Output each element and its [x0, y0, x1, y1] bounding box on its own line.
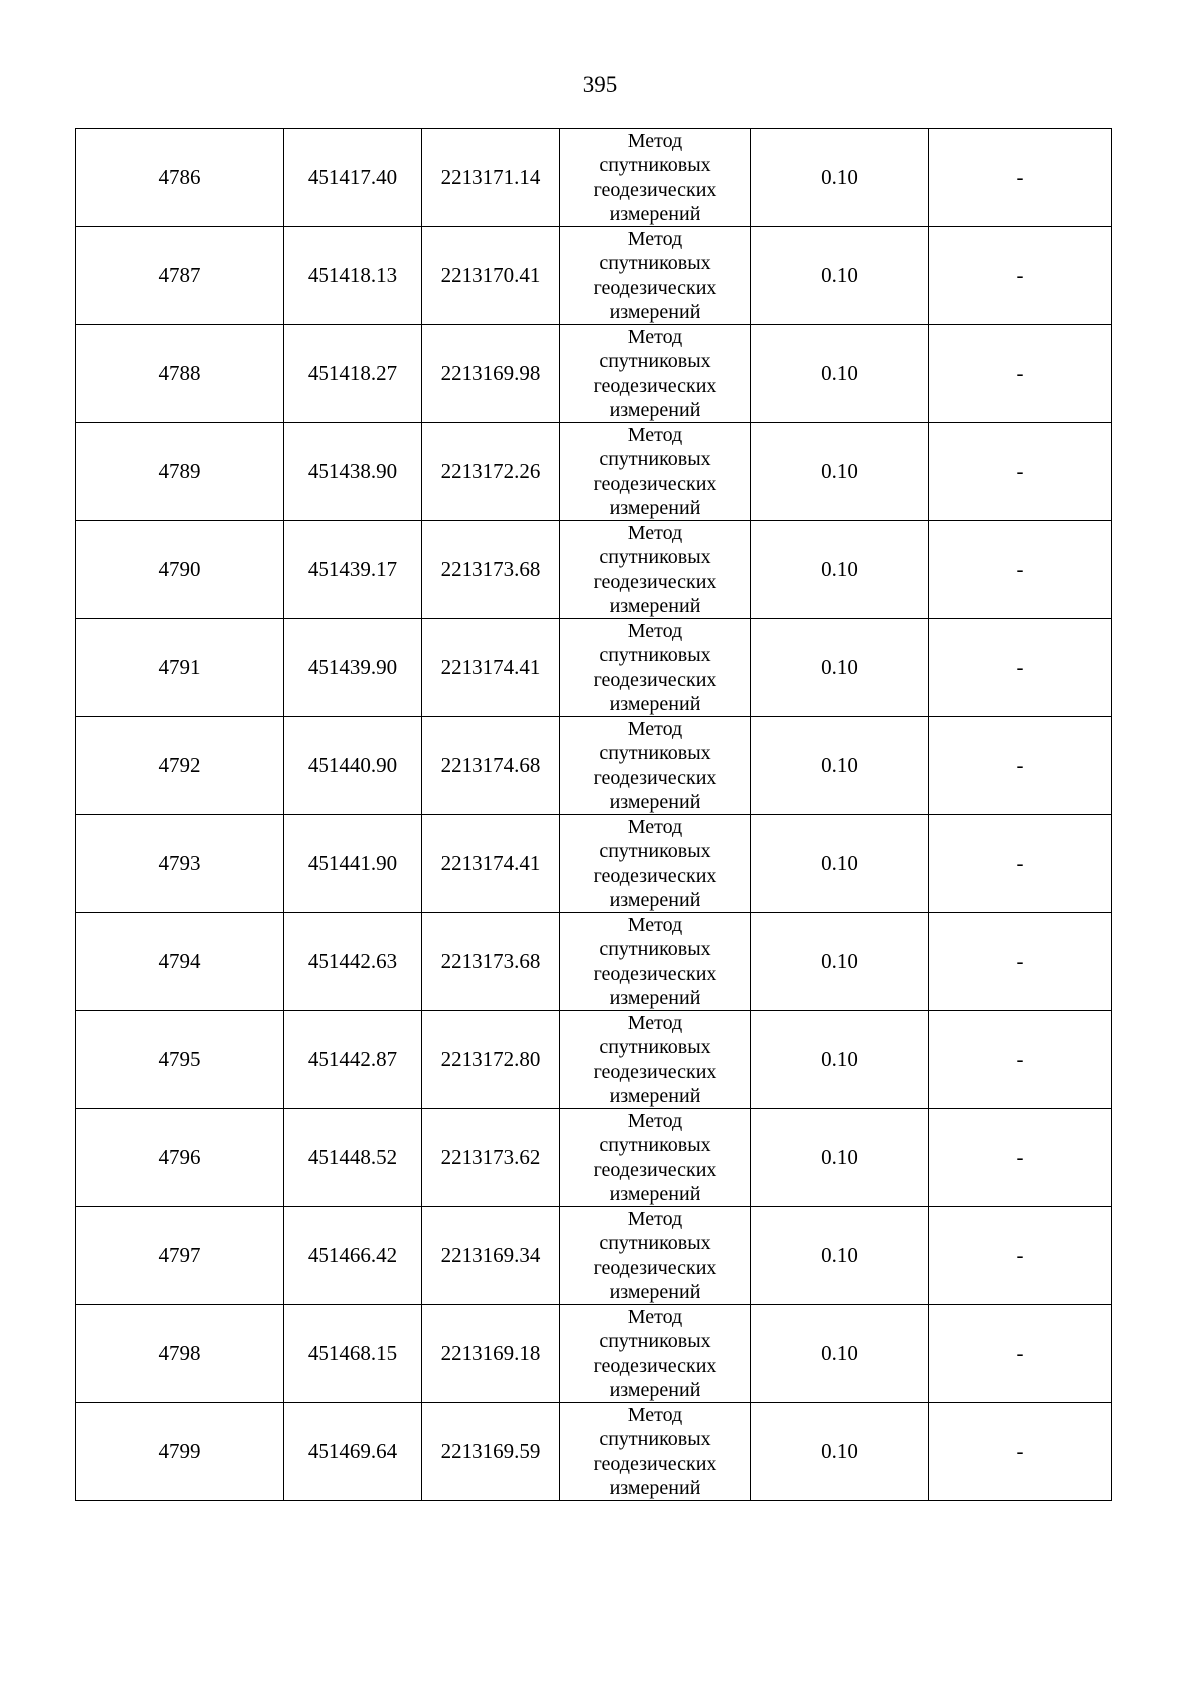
y-coordinate-cell: 2213173.68 — [422, 913, 560, 1011]
note-cell: - — [929, 129, 1112, 227]
method-cell — [560, 1305, 751, 1403]
table-row — [76, 1207, 1112, 1305]
x-coordinate-cell: 451469.64 — [284, 1403, 422, 1501]
method-line: геодезических — [593, 1256, 717, 1279]
note-cell: - — [929, 521, 1112, 619]
note-cell: - — [929, 227, 1112, 325]
table-row — [76, 1011, 1112, 1109]
coordinates-table-body — [76, 129, 1112, 1501]
method-line: Метод — [627, 914, 683, 937]
method-cell — [560, 129, 751, 227]
y-coordinate-cell: 2213172.80 — [422, 1011, 560, 1109]
table-row — [76, 325, 1112, 423]
method-line: спутниковых — [599, 742, 711, 765]
accuracy-cell: 0.10 — [751, 815, 929, 913]
accuracy-cell: 0.10 — [751, 423, 929, 521]
x-coordinate-cell: 451418.27 — [284, 325, 422, 423]
method-line: геодезических — [593, 1354, 717, 1377]
coordinates-table — [75, 128, 1112, 1501]
method-cell — [560, 1403, 751, 1501]
method-cell — [560, 325, 751, 423]
table-row — [76, 717, 1112, 815]
method-line: геодезических — [593, 1452, 717, 1475]
x-coordinate-cell: 451442.87 — [284, 1011, 422, 1109]
point-number-cell: 4787 — [76, 227, 284, 325]
method-line: измерений — [609, 398, 701, 421]
point-number-cell: 4795 — [76, 1011, 284, 1109]
method-line: спутниковых — [599, 448, 711, 471]
table-row — [76, 521, 1112, 619]
y-coordinate-cell: 2213169.59 — [422, 1403, 560, 1501]
note-cell: - — [929, 1207, 1112, 1305]
method-line: Метод — [627, 1012, 683, 1035]
method-line: геодезических — [593, 1060, 717, 1083]
method-line: геодезических — [593, 668, 717, 691]
method-line: спутниковых — [599, 1036, 711, 1059]
point-number-cell: 4788 — [76, 325, 284, 423]
note-cell: - — [929, 1305, 1112, 1403]
method-cell — [560, 423, 751, 521]
method-line: спутниковых — [599, 644, 711, 667]
x-coordinate-cell: 451441.90 — [284, 815, 422, 913]
accuracy-cell: 0.10 — [751, 913, 929, 1011]
method-line: спутниковых — [599, 1134, 711, 1157]
accuracy-cell: 0.10 — [751, 227, 929, 325]
method-line: Метод — [627, 326, 683, 349]
y-coordinate-cell: 2213169.98 — [422, 325, 560, 423]
x-coordinate-cell: 451440.90 — [284, 717, 422, 815]
method-line: геодезических — [593, 178, 717, 201]
method-line: измерений — [609, 594, 701, 617]
point-number-cell: 4796 — [76, 1109, 284, 1207]
table-row — [76, 913, 1112, 1011]
method-line: геодезических — [593, 570, 717, 593]
method-line: спутниковых — [599, 1330, 711, 1353]
y-coordinate-cell: 2213169.34 — [422, 1207, 560, 1305]
table-row — [76, 423, 1112, 521]
note-cell: - — [929, 423, 1112, 521]
method-line: Метод — [627, 424, 683, 447]
note-cell: - — [929, 913, 1112, 1011]
method-line: измерений — [609, 496, 701, 519]
table-row — [76, 1305, 1112, 1403]
method-line: геодезических — [593, 374, 717, 397]
method-line: спутниковых — [599, 154, 711, 177]
accuracy-cell: 0.10 — [751, 1011, 929, 1109]
method-cell — [560, 913, 751, 1011]
accuracy-cell: 0.10 — [751, 619, 929, 717]
y-coordinate-cell: 2213174.41 — [422, 815, 560, 913]
x-coordinate-cell: 451438.90 — [284, 423, 422, 521]
note-cell: - — [929, 1109, 1112, 1207]
method-line: Метод — [627, 522, 683, 545]
point-number-cell: 4786 — [76, 129, 284, 227]
x-coordinate-cell: 451439.17 — [284, 521, 422, 619]
method-line: спутниковых — [599, 840, 711, 863]
point-number-cell: 4793 — [76, 815, 284, 913]
x-coordinate-cell: 451439.90 — [284, 619, 422, 717]
note-cell: - — [929, 619, 1112, 717]
method-line: Метод — [627, 228, 683, 251]
accuracy-cell: 0.10 — [751, 129, 929, 227]
x-coordinate-cell: 451418.13 — [284, 227, 422, 325]
point-number-cell: 4799 — [76, 1403, 284, 1501]
y-coordinate-cell: 2213171.14 — [422, 129, 560, 227]
method-cell — [560, 619, 751, 717]
x-coordinate-cell: 451468.15 — [284, 1305, 422, 1403]
method-cell — [560, 1011, 751, 1109]
method-cell — [560, 815, 751, 913]
method-cell — [560, 227, 751, 325]
method-line: геодезических — [593, 472, 717, 495]
method-line: спутниковых — [599, 1428, 711, 1451]
point-number-cell: 4790 — [76, 521, 284, 619]
method-line: спутниковых — [599, 938, 711, 961]
table-row — [76, 129, 1112, 227]
method-line: измерений — [609, 692, 701, 715]
point-number-cell: 4794 — [76, 913, 284, 1011]
method-line: Метод — [627, 1306, 683, 1329]
method-line: геодезических — [593, 962, 717, 985]
y-coordinate-cell: 2213169.18 — [422, 1305, 560, 1403]
method-line: Метод — [627, 620, 683, 643]
point-number-cell: 4797 — [76, 1207, 284, 1305]
y-coordinate-cell: 2213174.41 — [422, 619, 560, 717]
method-line: измерений — [609, 202, 701, 225]
point-number-cell: 4798 — [76, 1305, 284, 1403]
point-number-cell: 4789 — [76, 423, 284, 521]
note-cell: - — [929, 1403, 1112, 1501]
y-coordinate-cell: 2213174.68 — [422, 717, 560, 815]
point-number-cell: 4792 — [76, 717, 284, 815]
table-row — [76, 1109, 1112, 1207]
method-cell — [560, 1207, 751, 1305]
accuracy-cell: 0.10 — [751, 1109, 929, 1207]
method-line: Метод — [627, 1404, 683, 1427]
method-line: Метод — [627, 130, 683, 153]
accuracy-cell: 0.10 — [751, 1305, 929, 1403]
x-coordinate-cell: 451417.40 — [284, 129, 422, 227]
y-coordinate-cell: 2213173.68 — [422, 521, 560, 619]
accuracy-cell: 0.10 — [751, 1403, 929, 1501]
y-coordinate-cell: 2213172.26 — [422, 423, 560, 521]
method-cell — [560, 521, 751, 619]
method-line: геодезических — [593, 1158, 717, 1181]
method-line: измерений — [609, 888, 701, 911]
method-line: измерений — [609, 300, 701, 323]
method-line: геодезических — [593, 864, 717, 887]
method-line: измерений — [609, 1476, 701, 1499]
note-cell: - — [929, 717, 1112, 815]
method-line: измерений — [609, 1280, 701, 1303]
method-line: спутниковых — [599, 1232, 711, 1255]
method-line: геодезических — [593, 276, 717, 299]
accuracy-cell: 0.10 — [751, 717, 929, 815]
method-line: спутниковых — [599, 546, 711, 569]
accuracy-cell: 0.10 — [751, 521, 929, 619]
method-cell — [560, 1109, 751, 1207]
method-line: измерений — [609, 986, 701, 1009]
method-line: измерений — [609, 790, 701, 813]
method-line: Метод — [627, 1110, 683, 1133]
accuracy-cell: 0.10 — [751, 325, 929, 423]
table-row — [76, 1403, 1112, 1501]
method-line: измерений — [609, 1182, 701, 1205]
note-cell: - — [929, 815, 1112, 913]
x-coordinate-cell: 451442.63 — [284, 913, 422, 1011]
method-line: измерений — [609, 1084, 701, 1107]
method-line: геодезических — [593, 766, 717, 789]
note-cell: - — [929, 325, 1112, 423]
method-line: измерений — [609, 1378, 701, 1401]
note-cell: - — [929, 1011, 1112, 1109]
page-number: 395 — [582, 72, 618, 97]
table-row — [76, 815, 1112, 913]
y-coordinate-cell: 2213170.41 — [422, 227, 560, 325]
method-line: спутниковых — [599, 350, 711, 373]
method-line: Метод — [627, 1208, 683, 1231]
x-coordinate-cell: 451448.52 — [284, 1109, 422, 1207]
table-row — [76, 227, 1112, 325]
x-coordinate-cell: 451466.42 — [284, 1207, 422, 1305]
method-cell — [560, 717, 751, 815]
method-line: Метод — [627, 816, 683, 839]
method-line: спутниковых — [599, 252, 711, 275]
method-line: Метод — [627, 718, 683, 741]
accuracy-cell: 0.10 — [751, 1207, 929, 1305]
y-coordinate-cell: 2213173.62 — [422, 1109, 560, 1207]
table-row — [76, 619, 1112, 717]
point-number-cell: 4791 — [76, 619, 284, 717]
